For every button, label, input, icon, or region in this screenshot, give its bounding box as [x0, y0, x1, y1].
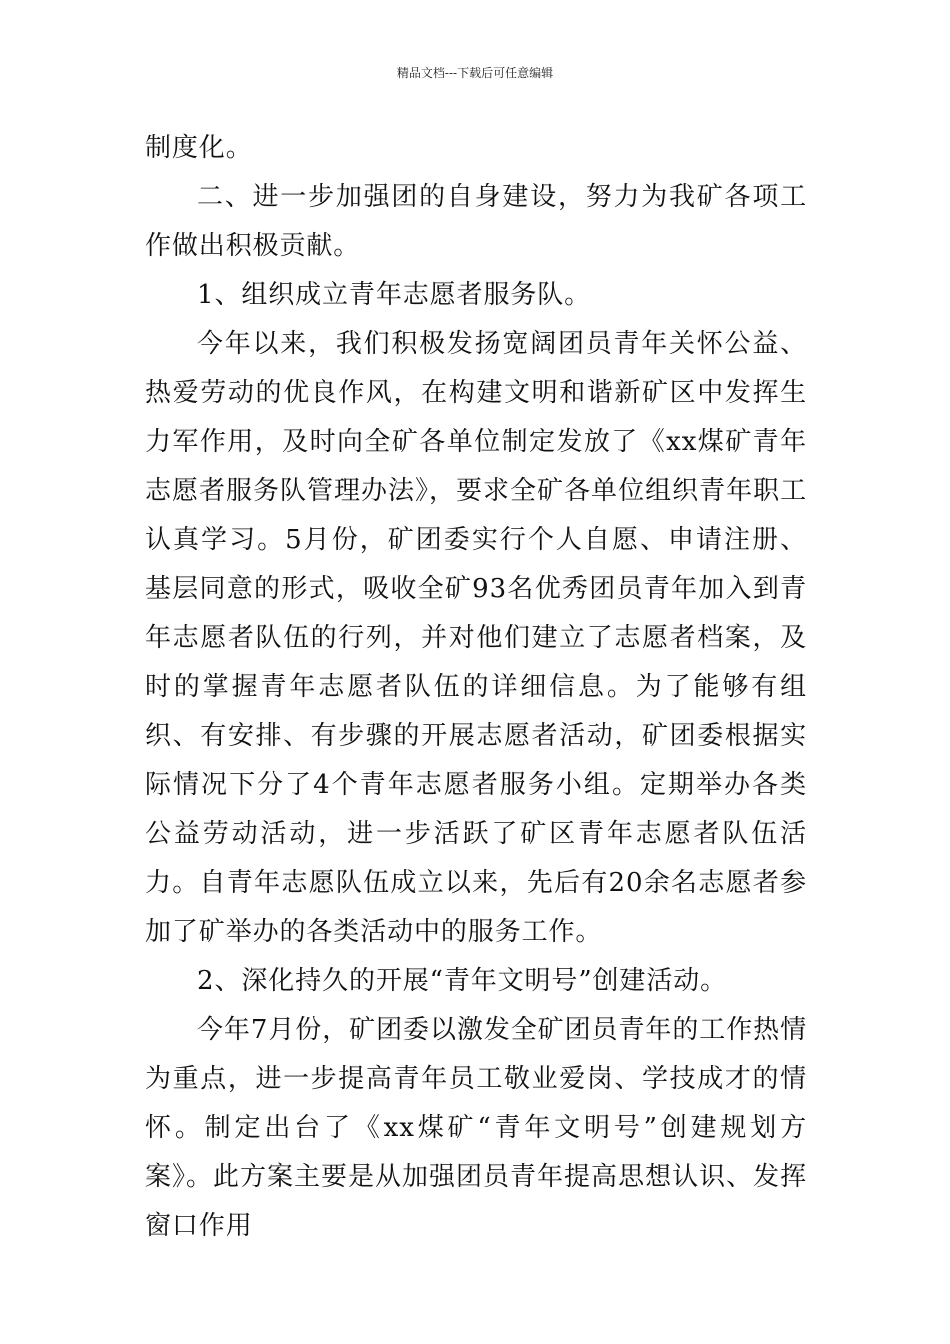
section-heading: 二、进一步加强团的自身建设，努力为我矿各项工作做出积极贡献。 — [145, 182, 807, 261]
paragraph-continuation: 制度化。 — [145, 133, 253, 163]
body-paragraph-2: 今年7月份，矿团委以激发全矿团员青年的工作热情为重点，进一步提高青年员工敬业爱岗、学技成才的情怀。制定出台了《xx煤矿“青年文明号”创建规划方案》。此方案主要是从加强团员青年提高思想认识、发挥窗口作用 — [145, 1015, 807, 1241]
page-header: 精品文档---下载后可任意编辑 — [396, 66, 554, 80]
subsection-heading-2: 2、深化持久的开展“青年文明号”创建活动。 — [197, 966, 728, 996]
document-body — [145, 124, 807, 1251]
body-paragraph-1: 今年以来，我们积极发扬宽阔团员青年关怀公益、热爱劳动的优良作风，在构建文明和谐新矿区中发挥生力军作用，及时向全矿各单位制定发放了《xx煤矿青年志愿者服务队管理办法》，要求全矿各单位组织青年职工认真学习。5月份，矿团委实行个人自愿、申请注册、基层同意的形式，吸收全矿93名优秀团员青年加入到青年志愿者队伍的行列，并对他们建立了志愿者档案，及时的掌握青年志愿者队伍的详细信息。为了能够有组织、有安排、有步骤的开展志愿者活动，矿团委根据实际情况下分了4个青年志愿者服务小组。定期举办各类公益劳动活动，进一步活跃了矿区青年志愿者队伍活力。自青年志愿队伍成立以来，先后有20余名志愿者参加了矿举办的各类活动中的服务工作。 — [145, 329, 807, 947]
subsection-heading-1: 1、组织成立青年志愿者服务队。 — [197, 280, 592, 310]
